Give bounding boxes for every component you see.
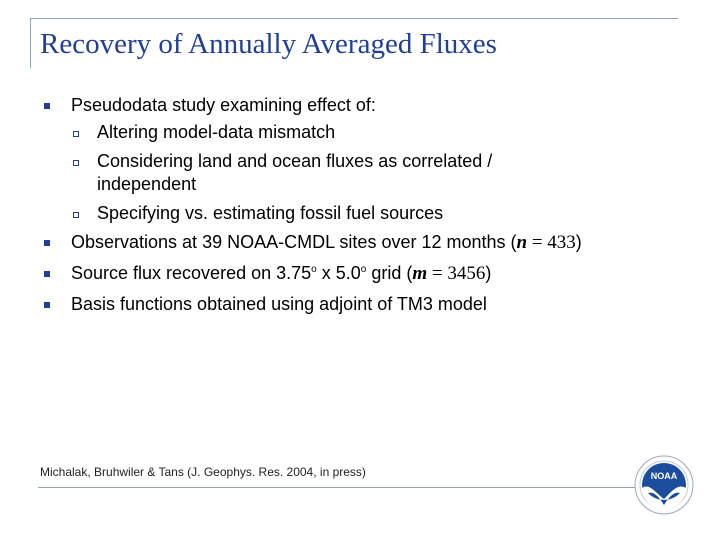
math-value: = 3456 (427, 263, 486, 284)
bullet-text: Pseudodata study examining effect of: (71, 95, 376, 115)
hollow-square-bullet-icon (73, 212, 79, 218)
closing-paren: ) (485, 263, 492, 283)
bottom-frame-line (38, 487, 638, 488)
square-bullet-icon (44, 271, 50, 277)
square-bullet-icon (44, 240, 50, 246)
square-bullet-icon (44, 103, 50, 109)
math-value: = 433 (527, 232, 576, 253)
noaa-logo-icon (634, 455, 694, 515)
math-variable: m (412, 263, 428, 284)
logo-label: NOAA (650, 471, 678, 481)
citation: Michalak, Bruhwiler & Tans (J. Geophys. Res. 2004, in press) (40, 465, 366, 479)
sub-bullet-text: Considering land and ocean fluxes as correlated / independent (97, 151, 493, 194)
hollow-square-bullet-icon (73, 131, 79, 137)
math-expression (517, 232, 576, 253)
math-expression (412, 263, 485, 284)
bullet-item (40, 262, 700, 285)
bullet-text: grid ( (366, 263, 413, 283)
sub-bullet-text: Specifying vs. estimating fossil fuel sources (97, 203, 444, 223)
bullet-list (40, 94, 700, 324)
bullet-text: Basis functions obtained using adjoint of TM3 model (71, 294, 487, 314)
degree-mark: o (311, 264, 317, 275)
sub-bullet-text: Altering model-data mismatch (97, 122, 336, 142)
bullet-text: x 5.0 (316, 263, 361, 283)
bullet-item (40, 94, 700, 225)
hollow-square-bullet-icon (73, 160, 79, 166)
top-frame-line (30, 18, 678, 19)
bullet-item (40, 231, 700, 254)
bullet-text: Source flux recovered on 3.75 (71, 263, 312, 283)
sub-bullet-list (71, 121, 700, 225)
bullet-text: Observations at 39 NOAA-CMDL sites over 12 months ( (71, 232, 517, 252)
math-variable: n (516, 232, 528, 253)
bullet-item (40, 293, 700, 316)
left-frame-line (30, 18, 31, 68)
degree-mark: o (360, 264, 367, 275)
square-bullet-icon (44, 302, 50, 308)
closing-paren: ) (575, 232, 582, 252)
slide-title: Recovery of Annually Averaged Fluxes (40, 28, 497, 60)
sub-bullet-item (71, 121, 587, 144)
sub-bullet-item (71, 150, 587, 196)
sub-bullet-item (71, 202, 587, 225)
